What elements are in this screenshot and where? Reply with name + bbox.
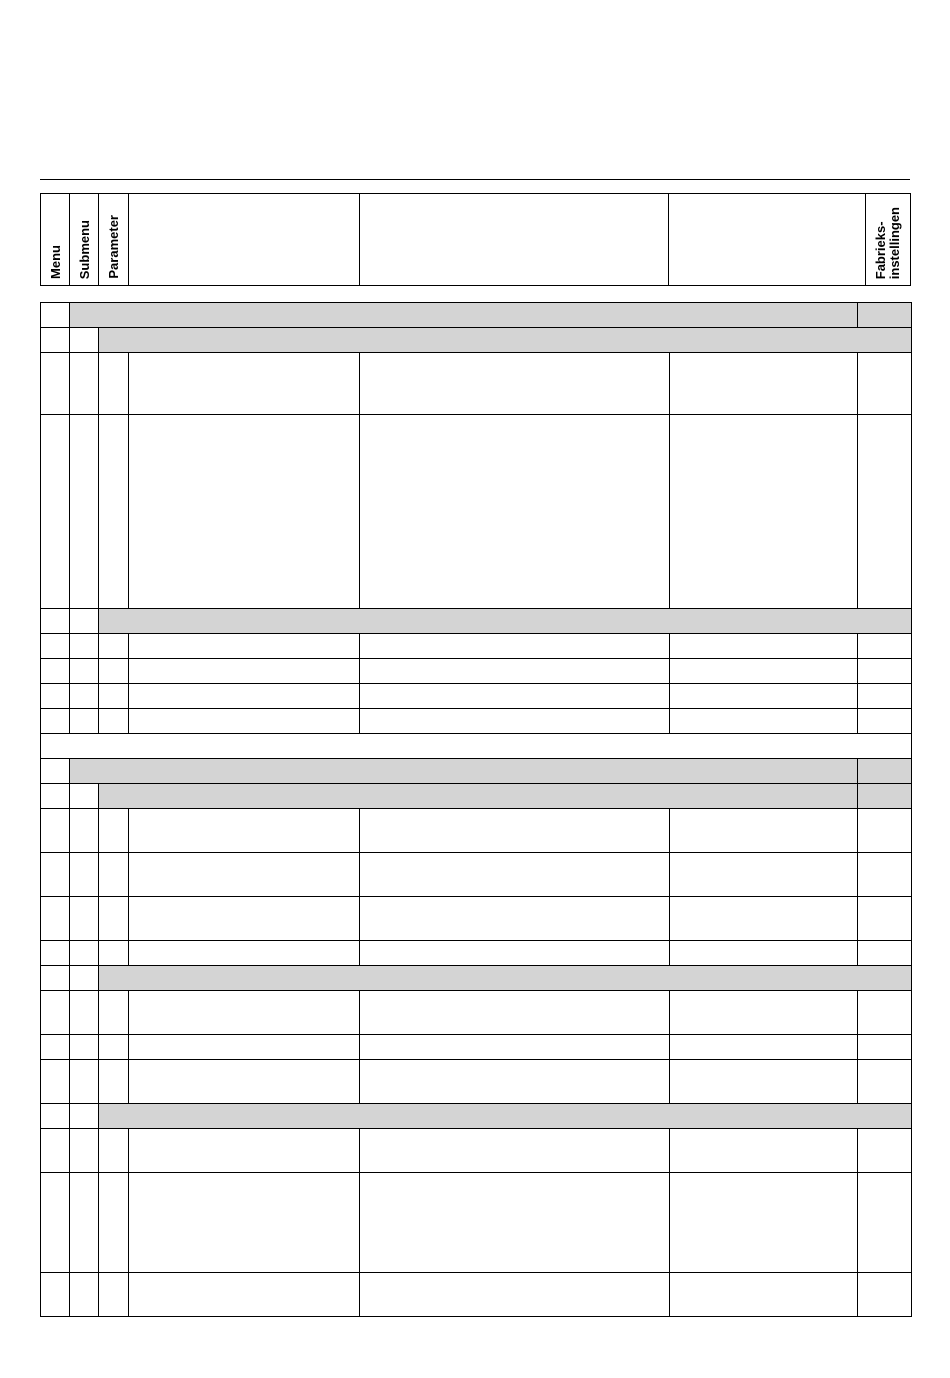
menu-cell: [41, 759, 70, 784]
submenu-factory-cell: [858, 784, 912, 809]
menu-title-cell: [70, 303, 858, 328]
parameter-header-label: Parameter: [106, 215, 121, 279]
table-row: [41, 1129, 912, 1173]
submenu-cell: [70, 784, 99, 809]
table-row: [41, 1173, 912, 1273]
submenu-row: [41, 784, 912, 809]
explanation-header: [360, 194, 669, 286]
table-row: [41, 634, 912, 659]
submenu-cell: [70, 966, 99, 991]
parameter-header: [99, 194, 129, 286]
factory-settings-header: [866, 194, 911, 286]
menu-factory-cell: [858, 759, 912, 784]
submenu-title-cell: [99, 966, 912, 991]
header-row: [41, 194, 911, 286]
factory-settings-label: Fabrieks- instellingen: [873, 206, 902, 279]
submenu-title-cell: [99, 1104, 912, 1129]
submenu-header-label: Submenu: [76, 219, 92, 279]
table-row: [41, 659, 912, 684]
menu-factory-cell: [858, 303, 912, 328]
submenu-title-cell: [99, 784, 858, 809]
menu-cell: [41, 966, 70, 991]
table-row: [41, 991, 912, 1035]
submenu-row: [41, 966, 912, 991]
table-row: [41, 1273, 912, 1317]
menu-row: [41, 759, 912, 784]
table-row: [41, 941, 912, 966]
submenu-row: [41, 328, 912, 353]
spacer-cell: [41, 734, 912, 759]
submenu-cell: [70, 328, 99, 353]
description-header: [129, 194, 360, 286]
submenu-row: [41, 1104, 912, 1129]
submenu-title-cell: [99, 609, 912, 634]
submenu-cell: [70, 609, 99, 634]
menu-title-cell: [70, 759, 858, 784]
parameter-table: [40, 302, 912, 1317]
menu-header-label: Menu: [47, 245, 63, 279]
submenu-title-cell: [99, 328, 912, 353]
menu-cell: [41, 303, 70, 328]
submenu-row: [41, 609, 912, 634]
submenu-cell: [70, 1104, 99, 1129]
table-row: [41, 809, 912, 853]
range-header: [669, 194, 866, 286]
menu-cell: [41, 784, 70, 809]
spacer-row: [41, 734, 912, 759]
menu-header: [41, 194, 70, 286]
submenu-header: [70, 194, 99, 286]
top-rule: [40, 179, 910, 180]
table-row: [41, 684, 912, 709]
table-row: [41, 853, 912, 897]
menu-cell: [41, 609, 70, 634]
table-row: [41, 353, 912, 415]
menu-cell: [41, 328, 70, 353]
table-row: [41, 709, 912, 734]
menu-row: [41, 303, 912, 328]
table-row: [41, 415, 912, 609]
table-row: [41, 1060, 912, 1104]
header-table: [40, 193, 911, 286]
table-row: [41, 897, 912, 941]
menu-cell: [41, 1104, 70, 1129]
table-row: [41, 1035, 912, 1060]
